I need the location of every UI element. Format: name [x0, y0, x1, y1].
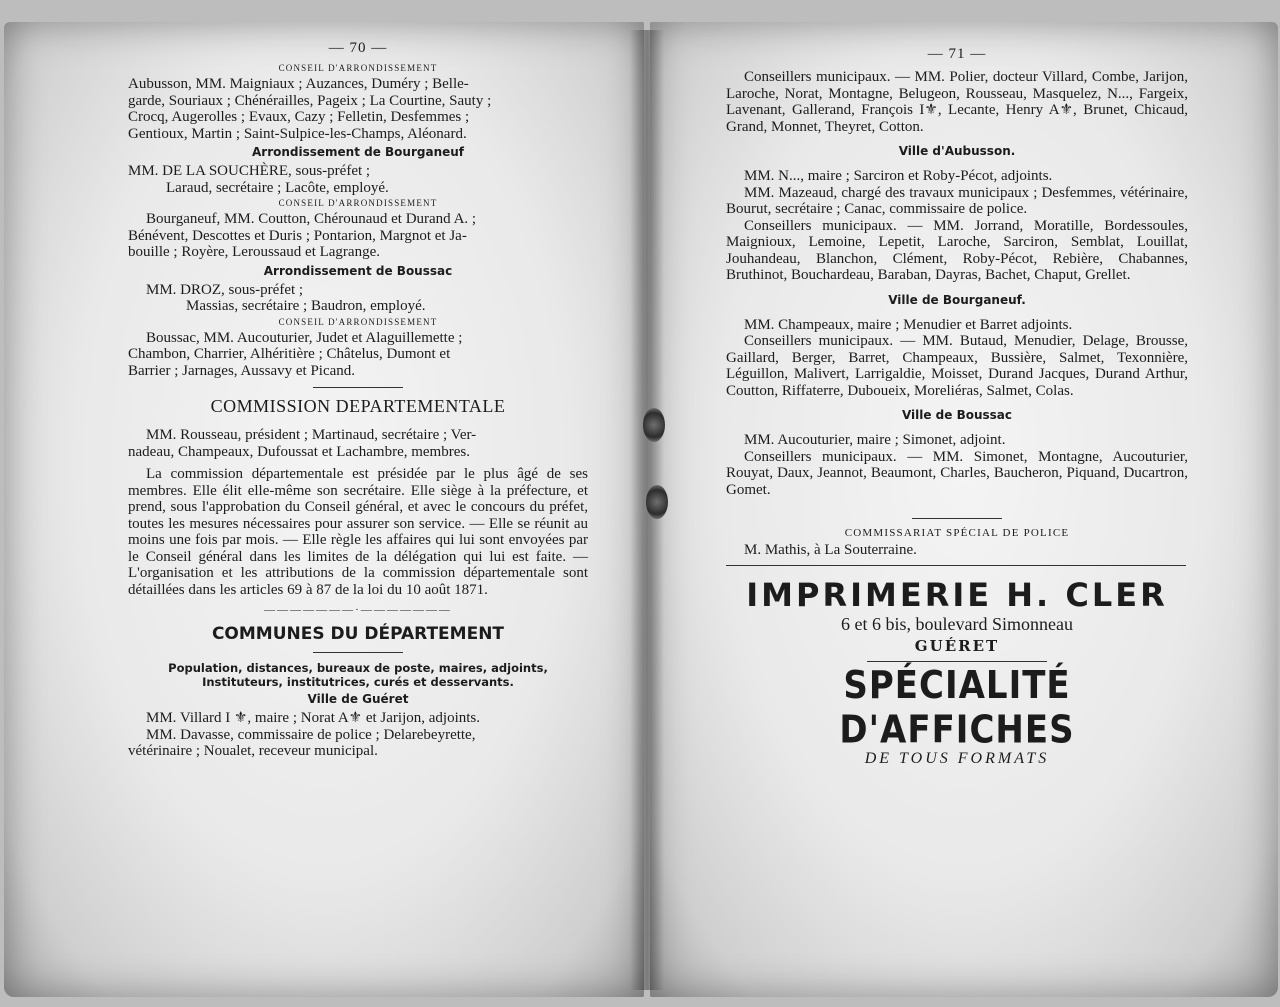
ad-city: GUÉRET — [914, 636, 1000, 655]
text-line: MM. Aucouturier, maire ; Simonet, adjoint. — [744, 432, 1006, 448]
page-number: — 70 — — [328, 40, 388, 56]
text-line: Massias, secrétaire ; Baudron, employé. — [186, 298, 426, 314]
heading-ville-gueret: Ville de Guéret — [307, 692, 409, 706]
text-line: MM. DROZ, sous-préfet ; — [146, 281, 304, 298]
heading-conseil-arrondissement: CONSEIL D'ARRONDISSEMENT — [278, 63, 438, 73]
text-line: Laraud, secrétaire ; Lacôte, employé. — [166, 179, 389, 196]
text-line: Bourganeuf, MM. Coutton, Chérounaud et Durand A. ; — [146, 211, 477, 227]
text-line: Gentioux, Martin ; Saint-Sulpice-les-Champs, Aléonard. — [128, 125, 467, 142]
divider — [313, 652, 403, 653]
text-line: Boussac, MM. Aucouturier, Judet et Alaguillemette ; — [146, 329, 463, 346]
text-line: Aubusson, MM. Maigniaux ; Auzances, Duméry ; Belle- — [128, 76, 469, 92]
ad-formats: DE TOUS FORMATS — [864, 749, 1050, 767]
ad-address: 6 et 6 bis, boulevard Simonneau — [841, 613, 1073, 634]
heading-arrondissement-boussac: Arrondissement de Boussac — [263, 263, 453, 278]
text-line: MM. Champeaux, maire ; Menudier et Barret adjoints. — [744, 316, 1073, 333]
ad-title: IMPRIMERIE H. CLER — [746, 575, 1168, 614]
divider — [313, 387, 403, 388]
heading-arrondissement-bourganeuf: Arrondissement de Bourganeuf — [251, 145, 465, 159]
text-line: garde, Souriaux ; Chénérailles, Pageix ; La Courtine, Sauty ; — [128, 92, 492, 109]
binding-hole — [643, 408, 665, 442]
heading-commissariat: COMMISSARIAT SPÉCIAL DE POLICE — [844, 527, 1070, 539]
text-line: vétérinaire ; Noualet, receveur municipal. — [128, 743, 378, 759]
page-70-content — [128, 40, 588, 760]
population-caption: Population, distances, bureaux de poste, maires, adjoints, Instituteurs, institutrices, curés et desservants. — [168, 661, 548, 689]
conseillers-bourganeuf: Conseillers municipaux. — MM. Butaud, Menudier, Delage, Brousse, Gaillard, Berger, Barret, Champeaux, Bussière, Salmet, Texonnière, Léguillon, Malivert, Larrigaldie, Moisset, Durand Jacques, Durand Arthur, Coutton, Riffaterre, Duboueix, Moreliéras, Salmet, Colas. — [726, 333, 1188, 399]
divider-ad — [726, 565, 1186, 566]
divider — [867, 661, 1047, 662]
text-line: MM. Villard I ⚜, maire ; Norat A⚜ et Jarijon, adjoints. — [146, 710, 480, 726]
commission-paragraph: La commission départementale est présidée par le plus âgé de ses membres. Elle élit elle-même son secrétaire. Elle siège à la préfecture, et prend, sous l'approbation du Conseil général, et avec le concours du préfet, toutes les mesures nécessaires pour assurer son service. — Elle se réunit au moins une fois par mois. — Elle règle les affaires qui lui sont envoyées par le Conseil général dans les limites de la délégation qui lui est faite. — L'organisation et les attributions de la commission départementale sont détaillées dans les articles 69 à 87 de la loi du 10 août 1871. — [128, 466, 588, 598]
text-line: Chambon, Charrier, Alhéritière ; Châtelus, Dumont et — [128, 346, 451, 362]
text-line: MM. DE LA SOUCHÈRE, sous-préfet ; — [128, 163, 371, 179]
advertisement — [726, 576, 1188, 768]
conseillers-gueret: Conseillers municipaux. — MM. Polier, docteur Villard, Combe, Jarijon, Laroche, Norat, Montagne, Belugeon, Rousseau, Masquelez, N..., Fargeix, Lavenant, Gallerand, François I⚜, Lecante, Henry A⚜, Brunet, Chicaud, Grand, Monnet, Theyret, Cotton. — [726, 69, 1188, 135]
text-line: M. Mathis, à La Souterraine. — [744, 542, 917, 558]
text-line: MM. Davasse, commissaire de police ; Delarebeyrette, — [146, 726, 476, 743]
text-line: MM. N..., maire ; Sarciron et Roby-Pécot, adjoints. — [744, 168, 1053, 184]
divider-ornament: ———————·——————— — [264, 604, 452, 616]
text-line: nadeau, Champeaux, Dufoussat et Lachambre, membres. — [128, 443, 470, 460]
text-line: Bénévent, Descottes et Duris ; Pontarion, Margnot et Ja- — [128, 227, 467, 244]
conseillers-aubusson: Conseillers municipaux. — MM. Jorrand, Moratille, Bordessoules, Maignioux, Lemoine, Lepetit, Laroche, Sarciron, Semblat, Louillat, Jouhandeau, Blanchon, Clément, Roby-Pécot, Rebière, Chabannes, Bruthinot, Bouchardeau, Baraban, Dayras, Bachet, Chaput, Grellet. — [726, 217, 1188, 283]
ad-specialite: SPÉCIALITÉ D'AFFICHES — [839, 662, 1075, 753]
heading-conseil-arrondissement: CONSEIL D'ARRONDISSEMENT — [278, 198, 438, 208]
text-line: Barrier ; Jarnages, Aussavy et Picand. — [128, 362, 356, 379]
text-line: MM. Mazeaud, chargé des travaux municipaux ; Desfemmes, vétérinaire, Bourut, secrétaire ; Canac, commissaire de police. — [726, 184, 1188, 217]
text-line: Crocq, Augerolles ; Evaux, Cazy ; Felletin, Desfemmes ; — [128, 109, 470, 125]
heading-communes: COMMUNES DU DÉPARTEMENT — [211, 624, 505, 644]
heading-conseil-arrondissement: CONSEIL D'ARRONDISSEMENT — [278, 316, 438, 327]
heading-ville-aubusson: Ville d'Aubusson. — [898, 144, 1016, 158]
text-line: bouille ; Royère, Leroussaud et Lagrange. — [128, 244, 380, 260]
heading-ville-boussac: Ville de Boussac — [901, 408, 1013, 422]
divider — [912, 518, 1002, 519]
page-70 — [4, 22, 644, 997]
text-line: MM. Rousseau, président ; Martinaud, secrétaire ; Ver- — [146, 427, 477, 443]
page-number: — 71 — — [927, 46, 987, 62]
page-71-content — [726, 46, 1188, 768]
binding-hole — [646, 485, 668, 519]
heading-ville-bourganeuf: Ville de Bourganeuf. — [888, 292, 1026, 307]
conseillers-boussac: Conseillers municipaux. — MM. Simonet, Montagne, Aucouturier, Rouyat, Daux, Jeannot, Beaumont, Charles, Baucheron, Piquand, Ducartron, Gomet. — [726, 448, 1188, 498]
heading-commission-departementale: COMMISSION DEPARTEMENTALE — [210, 396, 506, 416]
page-71 — [650, 22, 1278, 997]
